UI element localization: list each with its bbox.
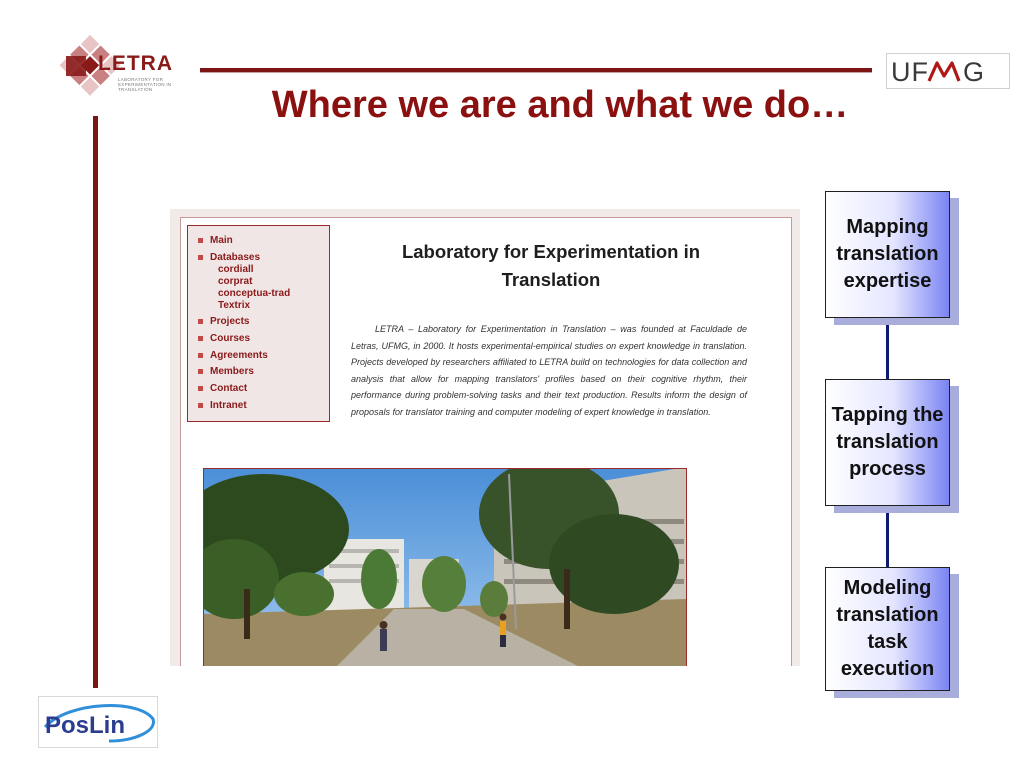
poslin-logo-mark-icon [39, 697, 157, 747]
website-page [180, 217, 792, 666]
nav-item-databases[interactable]: Databases [198, 252, 329, 264]
website-nav [187, 225, 330, 422]
nav-item-main[interactable]: Main [198, 235, 329, 247]
nav-subitem-conceptua-trad[interactable]: conceptua-trad [218, 287, 291, 299]
nav-item-contact[interactable]: Contact [198, 383, 329, 395]
nav-subitem-corprat[interactable]: corprat [218, 275, 253, 287]
nav-item-intranet[interactable]: Intranet [198, 400, 329, 412]
nav-item-members[interactable]: Members [198, 366, 329, 378]
left-accent-bar [93, 116, 98, 688]
nav-subitem-textrix[interactable]: Textrix [218, 299, 251, 311]
flow-box-modeling-label: Modeling translation task execution [836, 577, 939, 680]
svg-text:PosLin: PosLin [45, 712, 126, 739]
website-paragraph: LETRA – Laboratory for Experimentation in Translation – was founded at Faculdade de Letras, UFMG, in 2000. It hosts experimental-empirical studies on expert knowledge in translation. Projects developed by researchers affiliated to LETRA build on technologies for data collection and analysis that allow for mapping translators' profiles based on their cognitive rhythm, their performance during problem-solving tasks and their text production. Results inform the design of proposals for translator training and computer modeling of expert knowledge in translation. [351, 324, 747, 417]
flow-box-mapping-label: Mapping translation expertise [836, 216, 939, 292]
ufmg-logo-mark-icon [887, 54, 1009, 88]
flow-box-tapping [825, 379, 950, 506]
svg-text:UF: UF [891, 57, 929, 87]
header-rule-shadow [200, 72, 872, 73]
nav-subitem-cordiall[interactable]: cordiall [218, 263, 254, 275]
website-title: Laboratory for Experimentation in Translation [401, 241, 701, 290]
flow-connector-1 [886, 317, 889, 381]
website-screenshot [170, 209, 800, 666]
nav-item-agreements[interactable]: Agreements [198, 350, 329, 362]
campus-photo [203, 468, 687, 666]
letra-logo-subtitle: LABORATORY FOR EXPERIMENTATION IN TRANSLATION [118, 77, 172, 92]
poslin-logo [38, 696, 158, 748]
svg-text:G: G [963, 57, 985, 87]
flow-box-tapping-label: Tapping the translation process [831, 404, 944, 480]
slide-title: Where we are and what we do… [271, 84, 849, 126]
nav-item-courses[interactable]: Courses [198, 333, 329, 345]
flow-connector-2 [886, 505, 889, 569]
flow-box-modeling [825, 567, 950, 691]
campus-photo-icon [204, 469, 686, 666]
letra-logo-word: LETRA [98, 52, 173, 75]
nav-item-projects[interactable]: Projects [198, 316, 329, 328]
flow-box-mapping [825, 191, 950, 318]
